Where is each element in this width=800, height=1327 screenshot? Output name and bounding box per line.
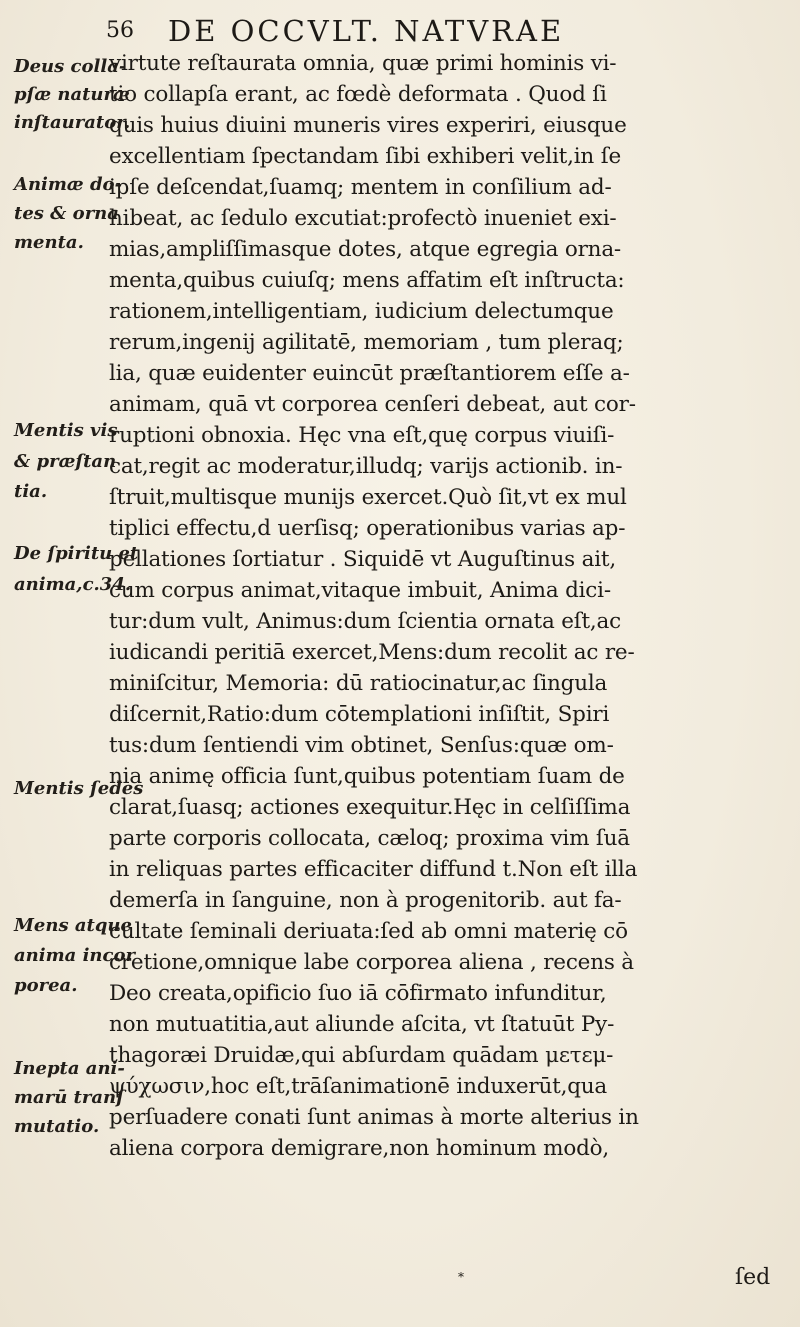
text-line: miniſcitur, Memoria: dū ratiocinatur,ac ſingula — [109, 671, 608, 696]
text-line: ruptioni obnoxia. Hęc vna eſt,quę corpus viuiſi- — [109, 423, 615, 448]
text-line: virtute reſtaurata omnia, quæ primi hominis vi- — [109, 51, 617, 76]
text-line: rerum,ingenij agilitatē, memoriam , tum pleraq; — [109, 330, 624, 355]
text-line: ψύχωσιν,hoc eſt,trāſanimationē induxerūt,qua — [109, 1074, 608, 1099]
text-line: nia animę officia ſunt,quibus potentiam ſuam de — [109, 764, 625, 789]
margin-note: porea. — [14, 975, 78, 996]
margin-note: pſæ naturæ — [14, 84, 130, 105]
signature-mark: * — [458, 1270, 464, 1284]
running-head: DE OCCVLT. NATVRAE — [168, 14, 565, 48]
text-line: cum corpus animat,vitaque imbuit, Anima dici- — [109, 578, 611, 603]
margin-note: inſtaurator. — [14, 112, 131, 133]
margin-note: & præſtan — [14, 451, 117, 472]
text-line: mias,ampliſſimasque dotes, atque egregia orna- — [109, 237, 621, 262]
margin-note: tia. — [14, 481, 48, 502]
text-line: quis huius diuini muneris vires experiri, eiusque — [109, 113, 627, 138]
text-line: excellentiam ſpectandam ſibi exhiberi velit,in ſe — [109, 144, 621, 169]
text-line: ipſe deſcendat,ſuamq; mentem in conſilium ad- — [109, 175, 612, 200]
text-line: animam, quā vt corporea cenſeri debeat, aut cor- — [109, 392, 636, 417]
text-line: perſuadere conati ſunt animas à morte alterius in — [109, 1105, 639, 1130]
text-line: ſtruit,multisque munijs exercet.Quò ſit,vt ex mul — [109, 485, 627, 510]
text-line: cultate ſeminali deriuata:ſed ab omni materię cō — [109, 919, 628, 944]
text-line: parte corporis collocata, cæloq; proxima vim ſuā — [109, 826, 630, 851]
text-line: tiplici effectu,d uerſisq; operationibus varias ap- — [109, 516, 626, 541]
page-number: 56 — [106, 18, 134, 43]
margin-note: Mentis ſedes — [14, 778, 144, 799]
margin-note: anima,c.34. — [14, 574, 132, 595]
catchword: ſed — [735, 1265, 771, 1290]
text-line: thagoræi Druidæ,qui abſurdam quādam μετεμ- — [109, 1043, 614, 1068]
margin-note: De ſpiritu et — [14, 543, 139, 564]
margin-note: menta. — [14, 232, 84, 253]
margin-note: Mens atque — [14, 915, 132, 936]
text-line: demerſa in ſanguine, non à progenitorib. aut fa- — [109, 888, 622, 913]
margin-note: Animæ do- — [14, 174, 123, 195]
text-line: menta,quibus cuiuſq; mens affatim eſt inſtructa: — [109, 268, 625, 293]
text-line: iudicandi peritiā exercet,Mens:dum recolit ac re- — [109, 640, 635, 665]
margin-note: tes & orna — [14, 203, 119, 224]
text-line: cat,regit ac moderatur,illudq; varijs actionib. in- — [109, 454, 623, 479]
margin-note: Inepta ani- — [14, 1058, 125, 1079]
text-line: pellationes ſortiatur . Siquidē vt Auguſtinus ait, — [109, 547, 616, 572]
text-line: lia, quæ euidenter euincūt præſtantiorem eſſe a- — [109, 361, 630, 386]
text-line: hibeat, ac ſedulo excutiat:profectò inueniet exi- — [109, 206, 617, 231]
text-line: cretione,omnique labe corporea aliena , recens à — [109, 950, 634, 975]
margin-note: anima incor — [14, 945, 135, 966]
text-line: non mutuatitia,aut aliunde aſcita, vt ſtatuūt Py- — [109, 1012, 615, 1037]
text-line: tio collapſa erant, ac fœdè deformata . Quod ſi — [109, 82, 607, 107]
text-line: aliena corpora demigrare,non hominum modò, — [109, 1136, 610, 1161]
text-line: rationem,intelligentiam, iudicium delectumque — [109, 299, 614, 324]
text-line: diſcernit,Ratio:dum cōtemplationi inſiſtit, Spiri — [109, 702, 610, 727]
margin-note: Mentis vis — [14, 420, 118, 441]
margin-note: mutatio. — [14, 1116, 100, 1137]
text-line: clarat,ſuasq; actiones exequitur.Hęc in celſiſſima — [109, 795, 631, 820]
margin-note: marū tranſ — [14, 1087, 124, 1108]
margin-note: Deus colla- — [14, 56, 127, 77]
text-line: in reliquas partes efficaciter diffund t.Non eſt illa — [109, 857, 638, 882]
text-line: tus:dum ſentiendi vim obtinet, Senſus:quæ om- — [109, 733, 614, 758]
text-line: tur:dum vult, Animus:dum ſcientia ornata eſt,ac — [109, 609, 622, 634]
text-line: Deo creata,opificio ſuo iā cōfirmato infunditur, — [109, 981, 607, 1006]
page-header — [100, 14, 800, 50]
